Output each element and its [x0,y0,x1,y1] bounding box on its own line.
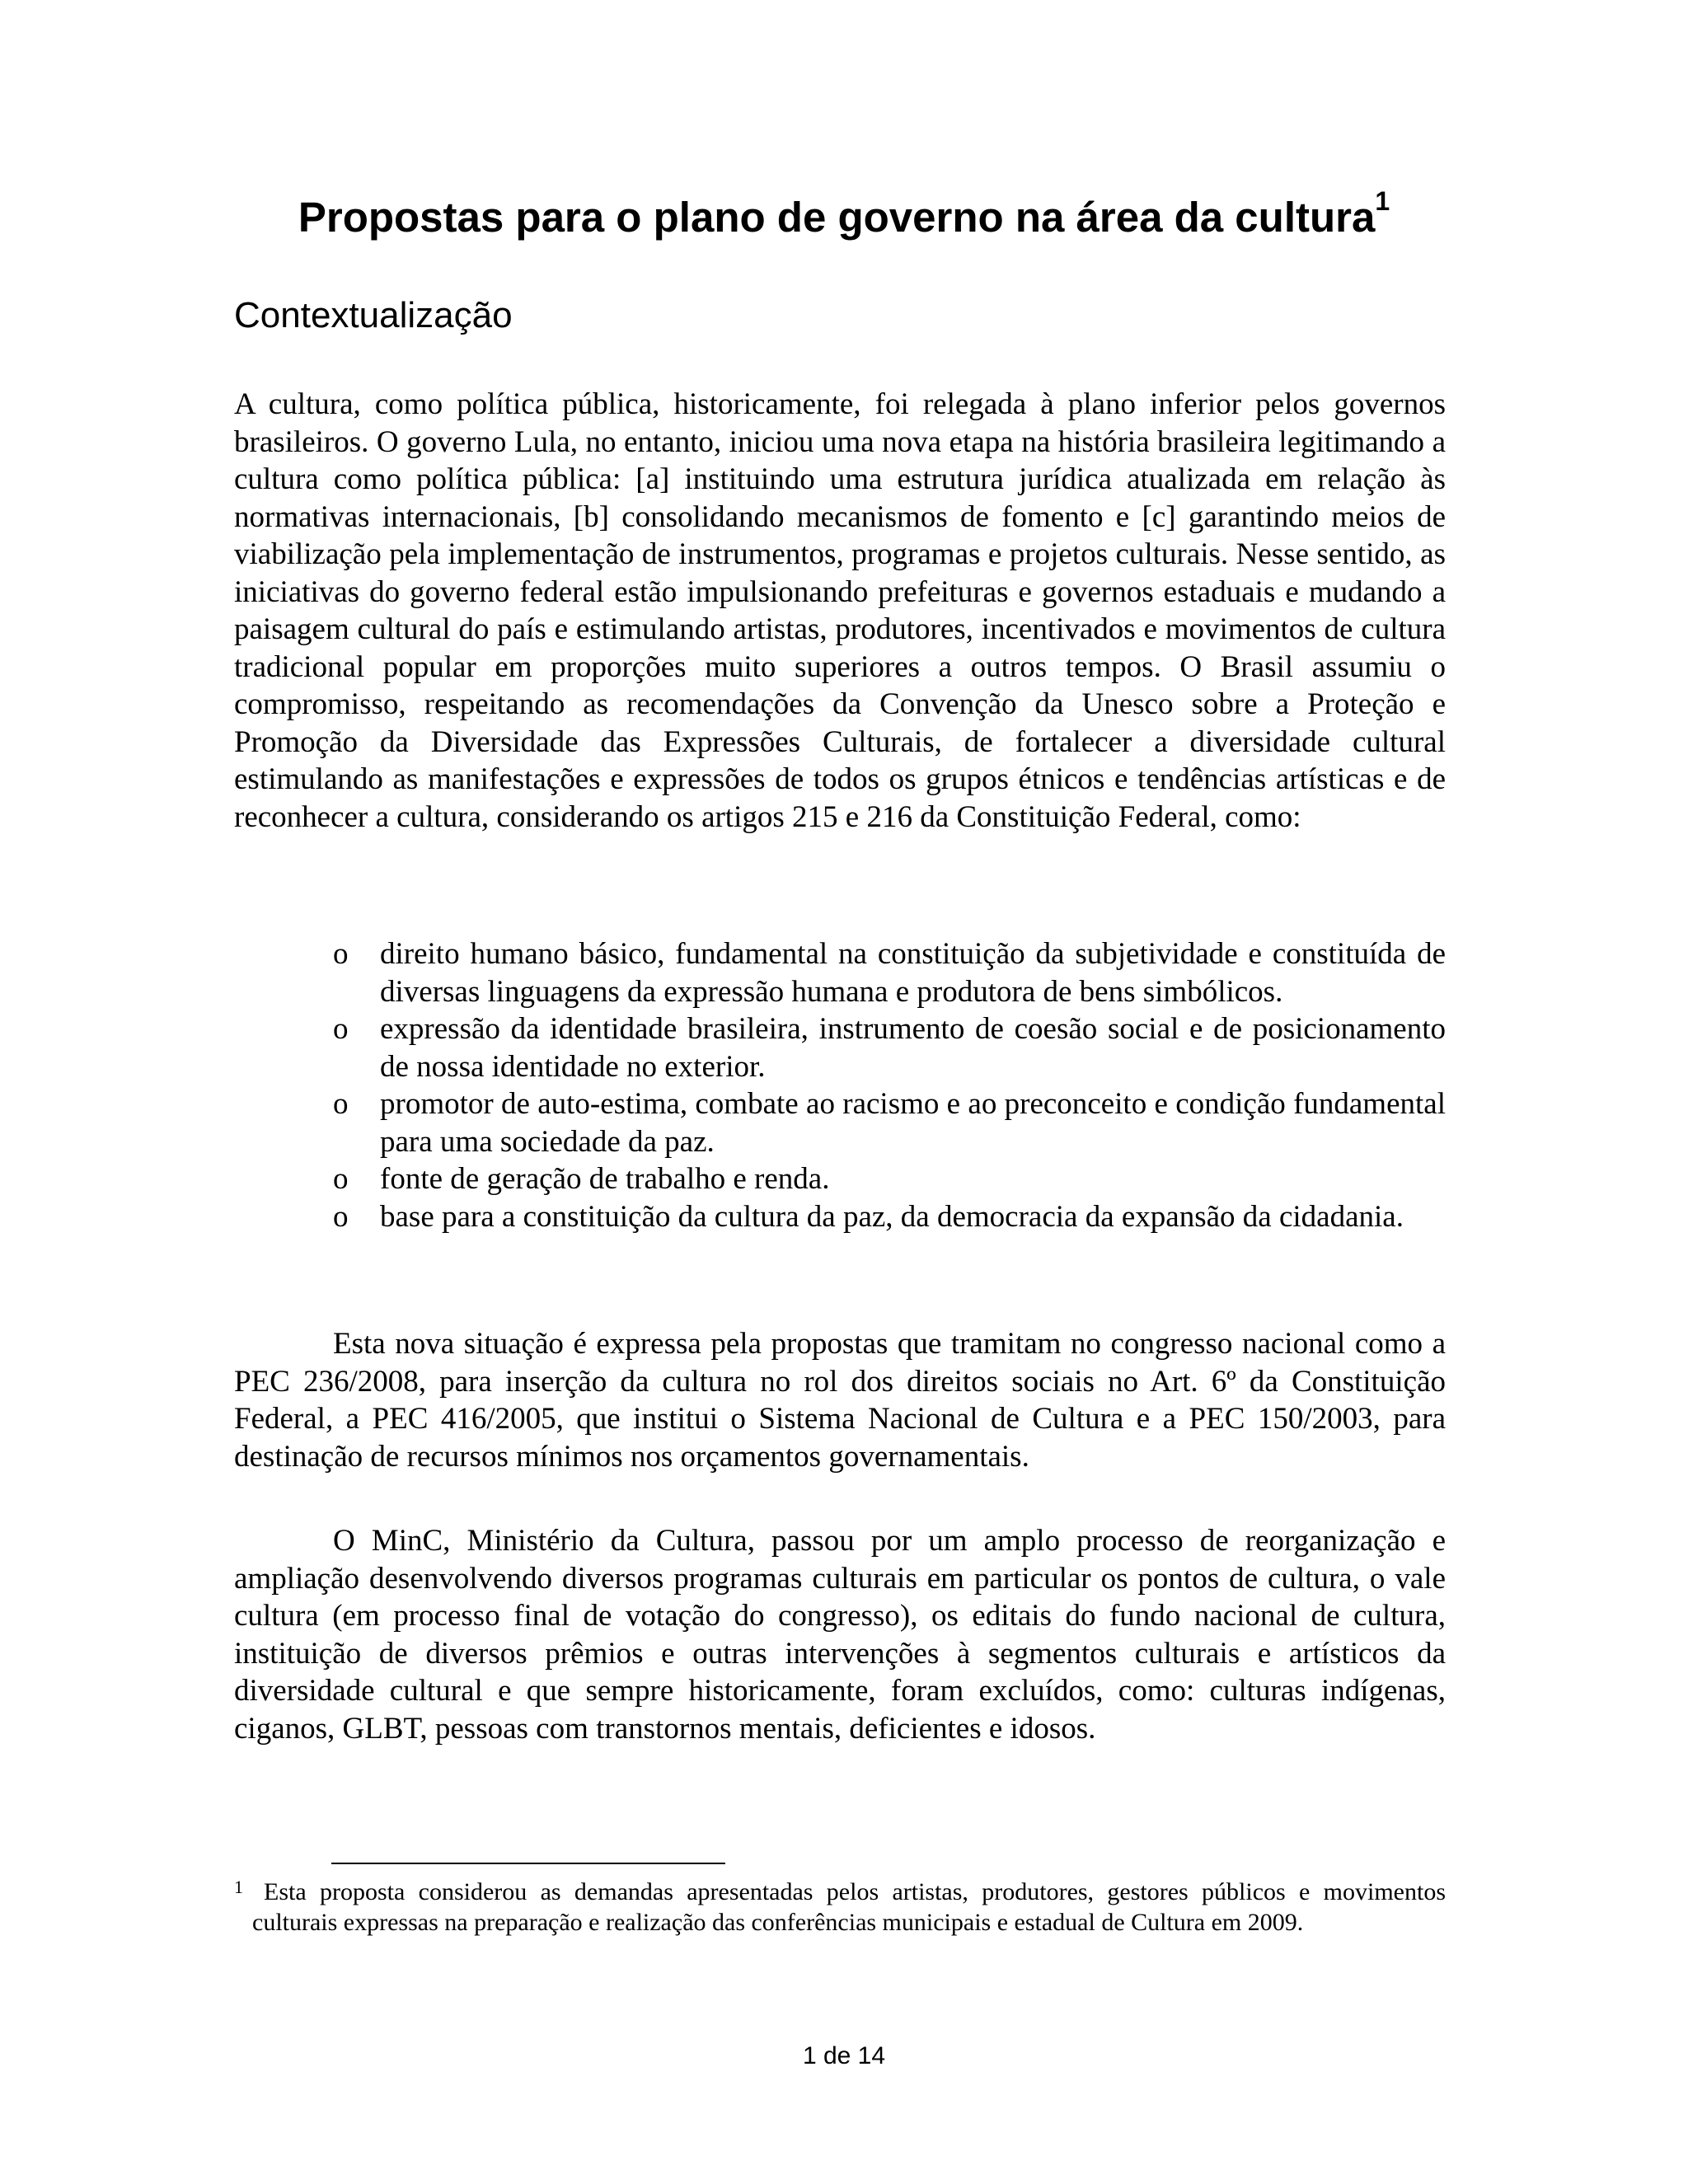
page-title-text: Propostas para o plano de governo na área da cultura [298,194,1376,241]
bullet-marker: o [333,1162,349,1196]
list-item-text: base para a constituição da cultura da paz, da democracia da expansão da cidadania. [380,1199,1404,1234]
list-item-text: fonte de geração de trabalho e renda. [380,1162,830,1196]
bullet-marker: o [333,1199,349,1234]
footnote-mark: 1 [234,1877,243,1897]
intro-paragraph: A cultura, como política pública, historicamente, foi relegada à plano inferior pelos governos brasileiros. O governo Lula, no entanto, iniciou uma nova etapa na história brasileira legitimando a cultura como política pública: [a] instituindo uma estrutura jurídica atualizada em relação às normativas internacionais, [b] consolidando mecanismos de fomento e [c] garantindo meios de viabilização pela implementação de instrumentos, programas e projetos culturais. Nesse sentido, as iniciativas do governo federal estão impulsionando prefeituras e governos estaduais e mudando a paisagem cultural do país e estimulando artistas, produtores, incentivados e movimentos de cultura tradicional popular em proporções muito superiores a outros tempos. O Brasil assumiu o compromisso, respeitando as recomendações da Convenção da Unesco sobre a Proteção e Promoção da Diversidade das Expressões Culturais, de fortalecer a diversidade cultural estimulando as manifestações e expressões de todos os grupos étnicos e tendências artísticas e de reconhecer a cultura, considerando os artigos 215 e 216 da Constituição Federal, como: [234,387,1446,834]
bullet-marker: o [333,1012,349,1046]
bullet-marker: o [333,937,349,971]
bullet-list [234,935,1446,1235]
list-item [234,1198,1446,1236]
bullet-marker: o [333,1087,349,1121]
footnote [234,1877,1446,1938]
page-title [0,186,1688,244]
list-item-text: expressão da identidade brasileira, instrumento de coesão social e de posicionamento de nossa identidade no exterior. [380,1012,1446,1084]
title-footnote-ref[interactable]: 1 [1375,186,1390,216]
page-number: 1 de 14 [802,2042,886,2069]
list-item [234,1160,1446,1198]
footnote-text: Esta proposta considerou as demandas apresentadas pelos artistas, produtores, gestores públicos e movimentos culturais expressas na preparação e realização das conferências municipais e estadual de Cultura em 2009. [252,1878,1446,1936]
list-item [234,935,1446,1010]
paragraph-situacao: Esta nova situação é expressa pela propostas que tramitam no congresso nacional como a PEC 236/2008, para inserção da cultura no rol dos direitos sociais no Art. 6º da Constituição Federal, a PEC 416/2005, que institui o Sistema Nacional de Cultura e a PEC 150/2003, para destinação de recursos mínimos nos orçamentos governamentais. [234,1327,1446,1474]
paragraph-minc: O MinC, Ministério da Cultura, passou por um amplo processo de reorganização e ampliação desenvolvendo diversos programas culturais em particular os pontos de cultura, o vale cultura (em processo final de votação do congresso), os editais do fundo nacional de cultura, instituição de diversos prêmios e outras intervenções à segmentos culturais e artísticos da diversidade cultural e que sempre historicamente, foram excluídos, como: culturas indígenas, ciganos, GLBT, pessoas com transtornos mentais, deficientes e idosos. [234,1524,1446,1746]
list-item [234,1085,1446,1160]
list-item [234,1010,1446,1085]
list-item-text: direito humano básico, fundamental na constituição da subjetividade e constituída de diversas linguagens da expressão humana e produtora de bens simbólicos. [380,937,1446,1009]
section-heading: Contextualização [234,295,513,335]
list-item-text: promotor de auto-estima, combate ao racismo e ao preconceito e condição fundamental para uma sociedade da paz. [380,1087,1446,1159]
footnote-separator [331,1863,725,1864]
